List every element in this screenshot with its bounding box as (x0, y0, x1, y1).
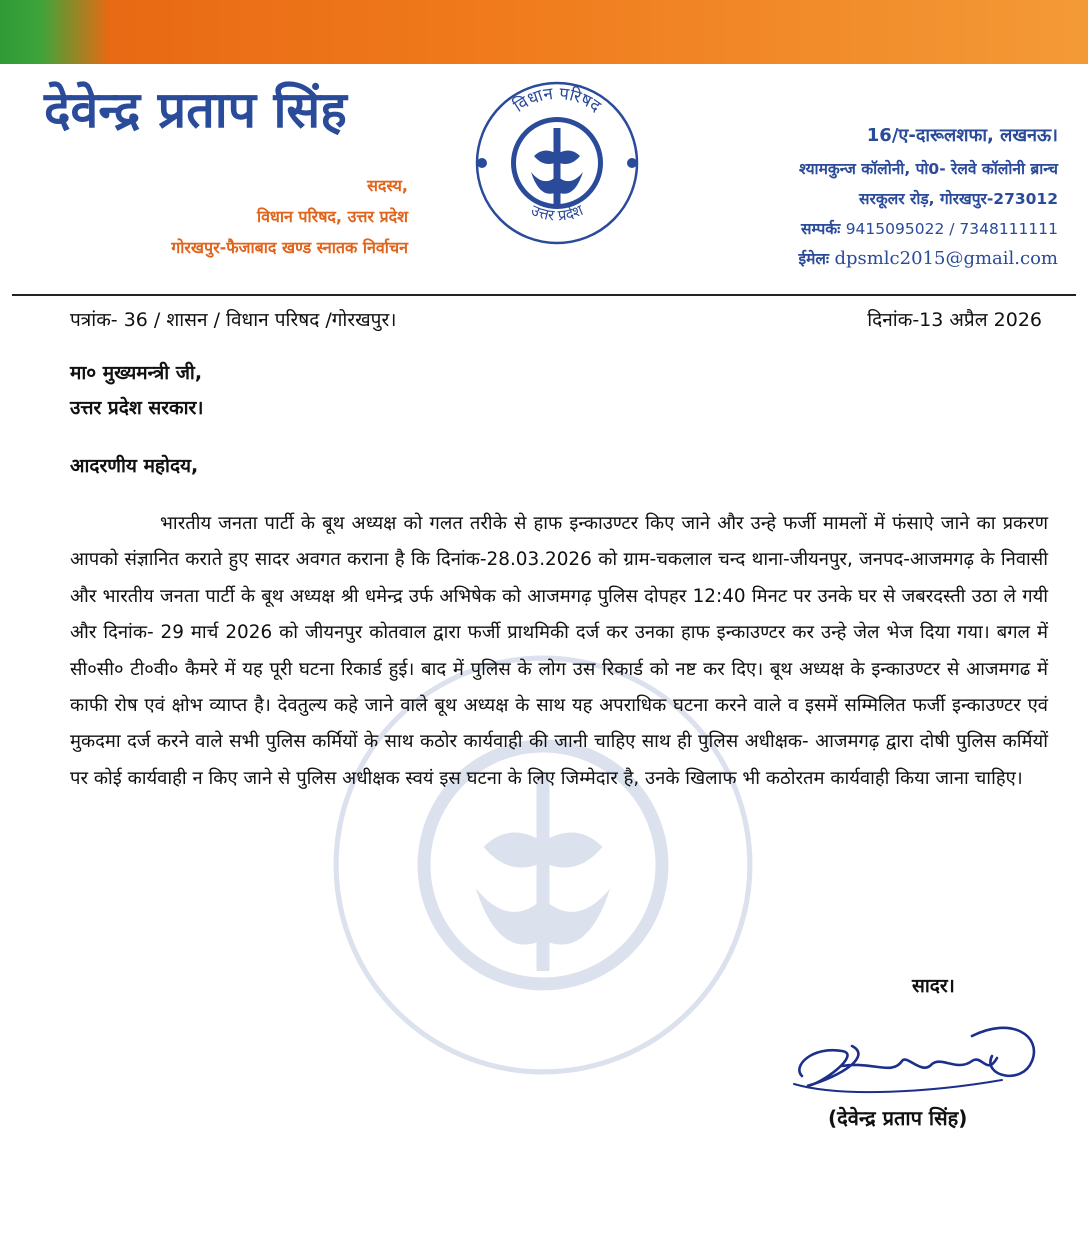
addressee-block (70, 356, 203, 426)
address-line-colony: श्यामकुन्ज कॉलोनी, पो0- रेलवे कॉलोनी ब्रान्च (798, 160, 1058, 178)
designation-line: सदस्य, (367, 176, 408, 195)
header-divider (12, 294, 1076, 296)
letter-reference-number: पत्रांक- 36 / शासन / विधान परिषद /गोरखपुर। (70, 309, 397, 331)
email-label: ईमेलः (798, 250, 830, 268)
vidhan-parishad-seal-logo (474, 76, 640, 250)
letter-date: दिनांक-13 अप्रैल 2026 (867, 309, 1042, 331)
addressee-line: उत्तर प्रदेश सरकार। (70, 397, 204, 419)
email-address: dpsmlc2015@gmail.com (834, 248, 1058, 269)
designation-line: विधान परिषद, उत्तर प्रदेश (256, 207, 408, 226)
address-line-lucknow: 16/ए-दारूलशफा, लखनऊ। (866, 125, 1058, 146)
contact-label: सम्पर्कः (801, 220, 841, 238)
contact-line (640, 214, 1058, 244)
letter-body-paragraph: भारतीय जनता पार्टी के बूथ अध्यक्ष को गलत तरीके से हाफ इन्काउण्टर किए जाने और उन्हे फर्जी मामलों में फंसाऐ जाने का प्रकरण आपको संज्ञानित कराते हुए सादर अवगत कराना है कि दिनांक-28.03.2026 को ग्राम-चकलाल चन्द थाना-जीयनपुर, जनपद-आजमगढ़ के निवासी और भारतीय जनता पार्टी के बूथ अध्यक्ष श्री धमेन्द्र उर्फ अभिषेक को आजमगढ़ पुलिस दोपहर 12:40 मिनट पर उनके घर से जबरदस्ती उठा ले गयी और दिनांक- 29 मार्च 2026 को जीयनपुर कोतवाल द्वारा फर्जी प्राथमिकी दर्ज कर उनका हाफ इन्काउण्टर कर उन्हे जेल भेज दिया गया। बगल में सी०सी० टी०वी० कैमरे में यह पूरी घटना रिकार्ड हुई। बाद में पुलिस के लोग उस रिकार्ड को नष्ट कर दिए। बूथ अध्यक्ष के इन्काउण्टर से आजमगढ में काफी रोष एवं क्षोभ व्याप्त है। देवतुल्य कहे जाने वाले बूथ अध्यक्ष के साथ यह अपराधिक घटना करने वाले व इसमें सम्मिलित फर्जी इन्काउण्टर एवं मुकदमा दर्ज करने वाले सभी पुलिस कर्मियों के साथ कठोर कार्यवाही की जानी चाहिए साथ ही पुलिस अधीक्षक- आजमगढ़ द्वारा दोषी पुलिस कर्मियों पर कोई कार्यवाही न किए जाने से पुलिस अधीक्षक स्वयं इस घटना के लिए जिम्मेदार है, उनके खिलाफ भी कठोरतम कार्यवाही किया जाना चाहिए। (70, 513, 1048, 789)
header-color-band (0, 0, 1088, 64)
address-line-road: सरकूलर रोड़, गोरखपुर-273012 (859, 190, 1058, 208)
designation-line: गोरखपुर-फैजाबाद खण्ड स्नातक निर्वाचन (171, 238, 408, 257)
addressee-line: मा० मुख्यमन्त्री जी, (70, 362, 203, 384)
seal-bottom-text: उत्तर प्रदेश (528, 201, 586, 225)
email-line (640, 244, 1058, 274)
salutation: आदरणीय महोदय, (70, 455, 199, 477)
signatory-name: (देवेन्द्र प्रताप सिंह) (828, 1106, 968, 1130)
seal-top-text: विधान परिषद (510, 83, 605, 117)
sender-designation-block (171, 170, 408, 263)
handwritten-signature (782, 1006, 1052, 1106)
closing-greeting: सादर। (912, 975, 955, 997)
sender-address-block (640, 118, 1058, 274)
contact-number: 9415095022 / 7348111111 (845, 220, 1058, 238)
sender-name: देवेन्द्र प्रताप सिंह (44, 81, 347, 139)
